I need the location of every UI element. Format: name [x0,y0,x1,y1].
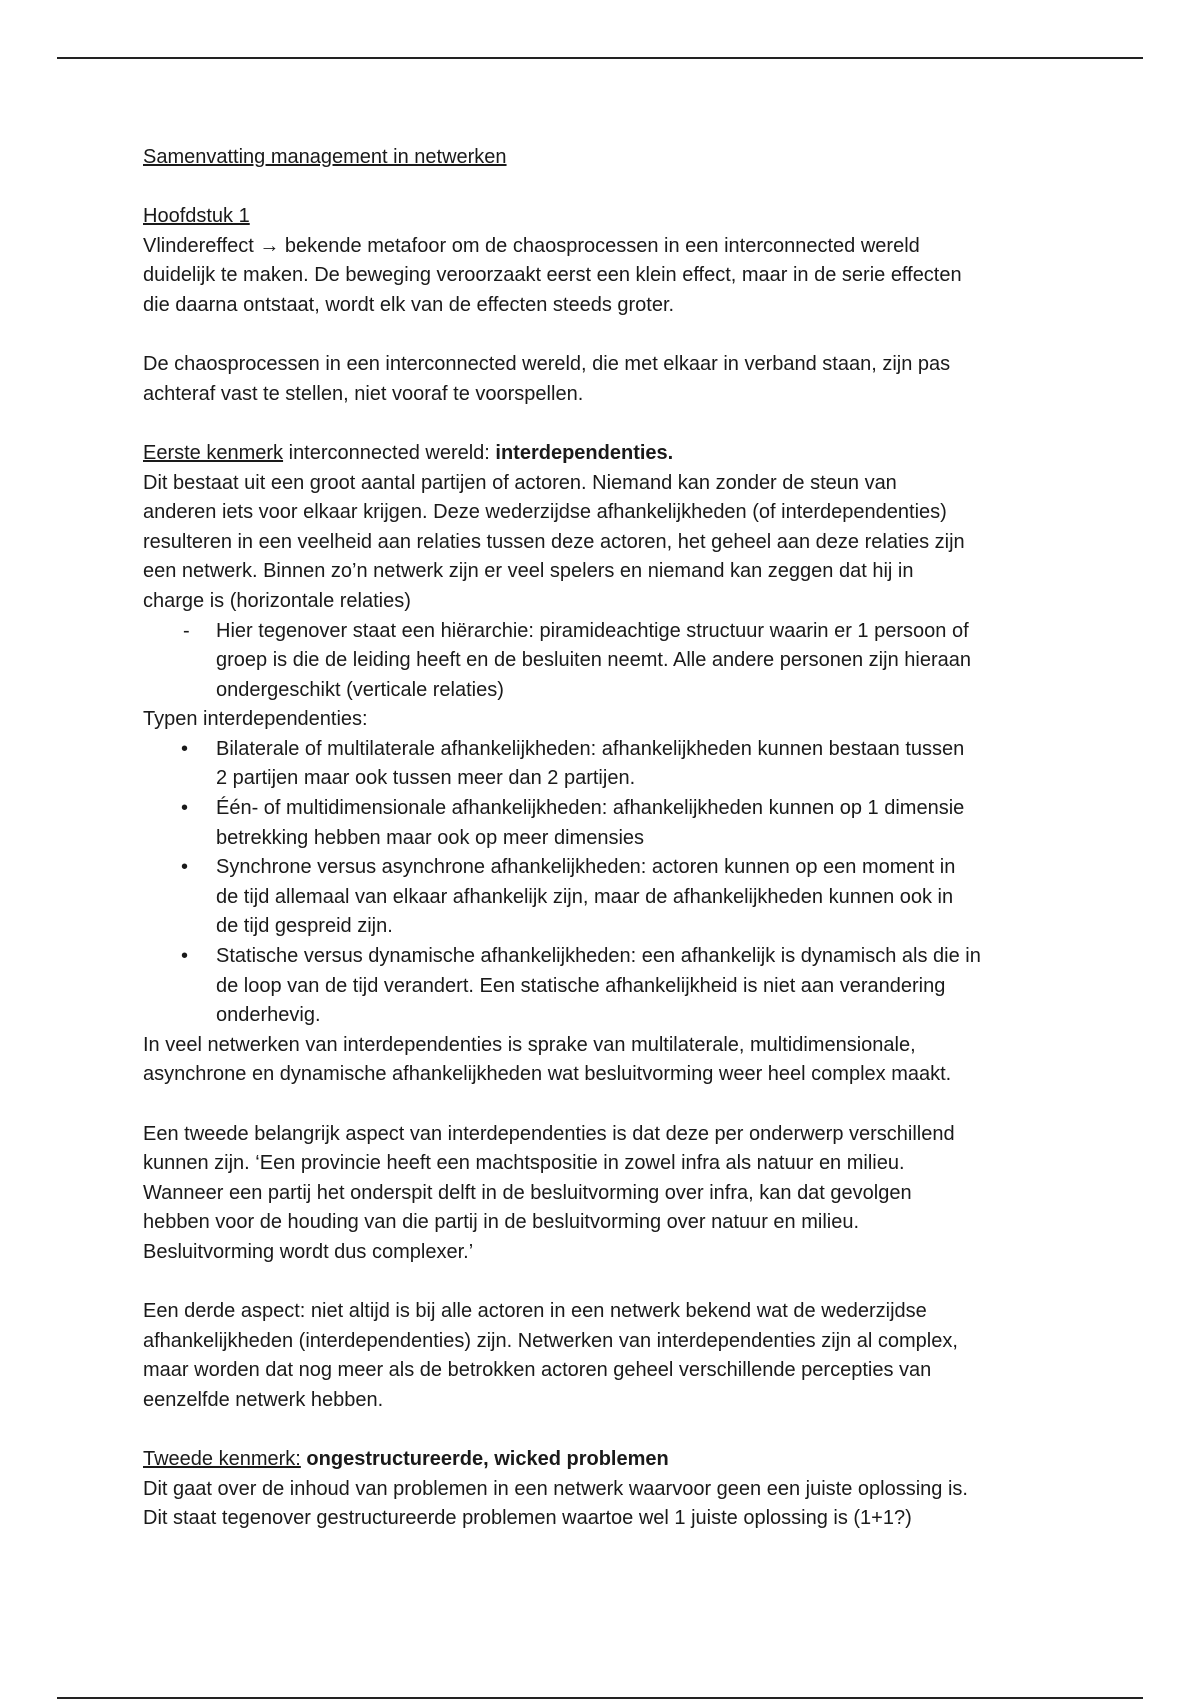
document-body [143,143,1063,1534]
paragraph-line: hebben voor de houding van die partij in de besluitvorming over natuur en milieu. [143,1211,860,1234]
paragraph-line: afhankelijkheden (interdependenties) zijn. Netwerken van interdependenties zijn al complex, [143,1329,958,1352]
paragraph-interdependencies [143,469,1063,617]
paragraph-line: Dit staat tegenover gestructureerde problemen waartoe wel 1 juiste oplossing is (1+1?) [143,1507,912,1530]
paragraph-line: Vlindereffect → bekende metafoor om de chaosprocessen in een interconnected wereld [143,234,920,257]
feature-one-bold: interdependenties. [495,441,674,464]
spacer [143,1090,1063,1120]
paragraph-line: Dit gaat over de inhoud van problemen in een netwerk waarvoor geen een juiste oplossing is. [143,1477,968,1500]
page-top-rule [57,57,1143,59]
paragraph-line: die daarna ontstaat, wordt elk van de effecten steeds groter. [143,293,675,316]
paragraph-line: maar worden dat nog meer als de betrokken actoren geheel verschillende percepties van [143,1359,932,1382]
list-item-line: Bilaterale of multilaterale afhankelijkheden: afhankelijkheden kunnen bestaan tussen [216,737,965,760]
paragraph-line: kunnen zijn. ‘Een provincie heeft een machtspositie in zowel infra als natuur en milieu. [143,1152,905,1175]
paragraph-line: Een tweede belangrijk aspect van interdependenties is dat deze per onderwerp verschillend [143,1122,955,1145]
feature-two-heading [143,1445,1063,1475]
bullet-list [143,735,1063,1031]
paragraph-wicked-problems [143,1475,1063,1534]
list-item-line: ondergeschikt (verticale relaties) [216,678,504,701]
list-item-line: Statische versus dynamische afhankelijkheden: een afhankelijk is dynamisch als die in [216,945,981,968]
paragraph-line: charge is (horizontale relaties) [143,589,411,612]
list-item-line: onderhevig. [216,1004,321,1027]
list-item-line: groep is die de leiding heeft en de besluiten neemt. Alle andere personen zijn hieraan [216,649,971,672]
paragraph-chaos-processes [143,350,1063,409]
spacer [143,1268,1063,1298]
bullet-item [143,735,1063,794]
paragraph-butterfly-effect [143,232,1063,321]
paragraph-line: achteraf vast te stellen, niet vooraf te voorspellen. [143,382,584,405]
list-item-line: Synchrone versus asynchrone afhankelijkheden: actoren kunnen op een moment in [216,856,956,879]
paragraph-line: anderen iets voor elkaar krijgen. Deze wederzijdse afhankelijkheden (of interdependenties) [143,501,947,524]
chapter-heading [143,202,1063,232]
bullet-item [143,853,1063,942]
list-item-line: 2 partijen maar ook tussen meer dan 2 partijen. [216,767,636,790]
bullet-marker: • [181,797,189,820]
spacer [143,409,1063,439]
paragraph-third-aspect [143,1297,1063,1415]
bullet-item [143,942,1063,1031]
paragraph-line: Wanneer een partij het onderspit delft in de besluitvorming over infra, kan dat gevolgen [143,1181,912,1204]
spacer [143,173,1063,203]
document-title [143,143,1063,173]
paragraph-line: duidelijk te maken. De beweging veroorzaakt eerst een klein effect, maar in de serie effecten [143,264,962,287]
paragraph-line: Dit bestaat uit een groot aantal partijen of actoren. Niemand kan zonder de steun van [143,471,897,494]
feature-one-label: Eerste kenmerk [143,441,284,464]
list-item-line: de tijd allemaal van elkaar afhankelijk zijn, maar de afhankelijkheden kunnen ook in [216,885,954,908]
paragraph-line: een netwerk. Binnen zo’n netwerk zijn er veel spelers en niemand kan zeggen dat hij in [143,560,914,583]
paragraph-line: resulteren in een veelheid aan relaties tussen deze actoren, het geheel aan deze relaties zijn [143,530,965,553]
chapter-heading-text: Hoofdstuk 1 [143,205,250,228]
bullet-marker: • [181,945,189,968]
feature-one-middle: interconnected wereld: [283,441,496,464]
list-item-line: Hier tegenover staat een hiërarchie: piramideachtige structuur waarin er 1 persoon of [216,619,969,642]
dash-marker: - [183,619,190,642]
paragraph-line: In veel netwerken van interdependenties is sprake van multilaterale, multidimensionale, [143,1033,916,1056]
bullet-marker: • [181,737,189,760]
paragraph-line: De chaosprocessen in een interconnected wereld, die met elkaar in verband staan, zijn pas [143,353,951,376]
bullet-item [143,794,1063,853]
page-bottom-rule [57,1697,1143,1699]
feature-one-heading [143,439,1063,469]
paragraph-second-aspect [143,1120,1063,1268]
list-item-line: betrekking hebben maar ook op meer dimensies [216,826,645,849]
paragraph-complexity [143,1031,1063,1090]
list-item-line: Één- of multidimensionale afhankelijkheden: afhankelijkheden kunnen op 1 dimensie [216,797,965,820]
spacer [143,1416,1063,1446]
paragraph-line: eenzelfde netwerk hebben. [143,1388,384,1411]
document-title-text: Samenvatting management in netwerken [143,146,507,168]
paragraph-line: Een derde aspect: niet altijd is bij alle actoren in een netwerk bekend wat de wederzijdse [143,1300,927,1323]
bullet-marker: • [181,856,189,879]
list-item-line: de loop van de tijd verandert. Een statische afhankelijkheid is niet aan verandering [216,974,946,997]
types-heading: Typen interdependenties: [143,708,368,731]
list-item-line: de tijd gespreid zijn. [216,915,393,938]
feature-two-label: Tweede kenmerk: [143,1448,301,1471]
paragraph-line: asynchrone en dynamische afhankelijkheden wat besluitvorming weer heel complex maakt. [143,1063,952,1086]
feature-two-bold: ongestructureerde, wicked problemen [300,1448,669,1471]
spacer [143,321,1063,351]
dash-list-item [143,617,1063,706]
paragraph-line: Besluitvorming wordt dus complexer.’ [143,1240,474,1263]
